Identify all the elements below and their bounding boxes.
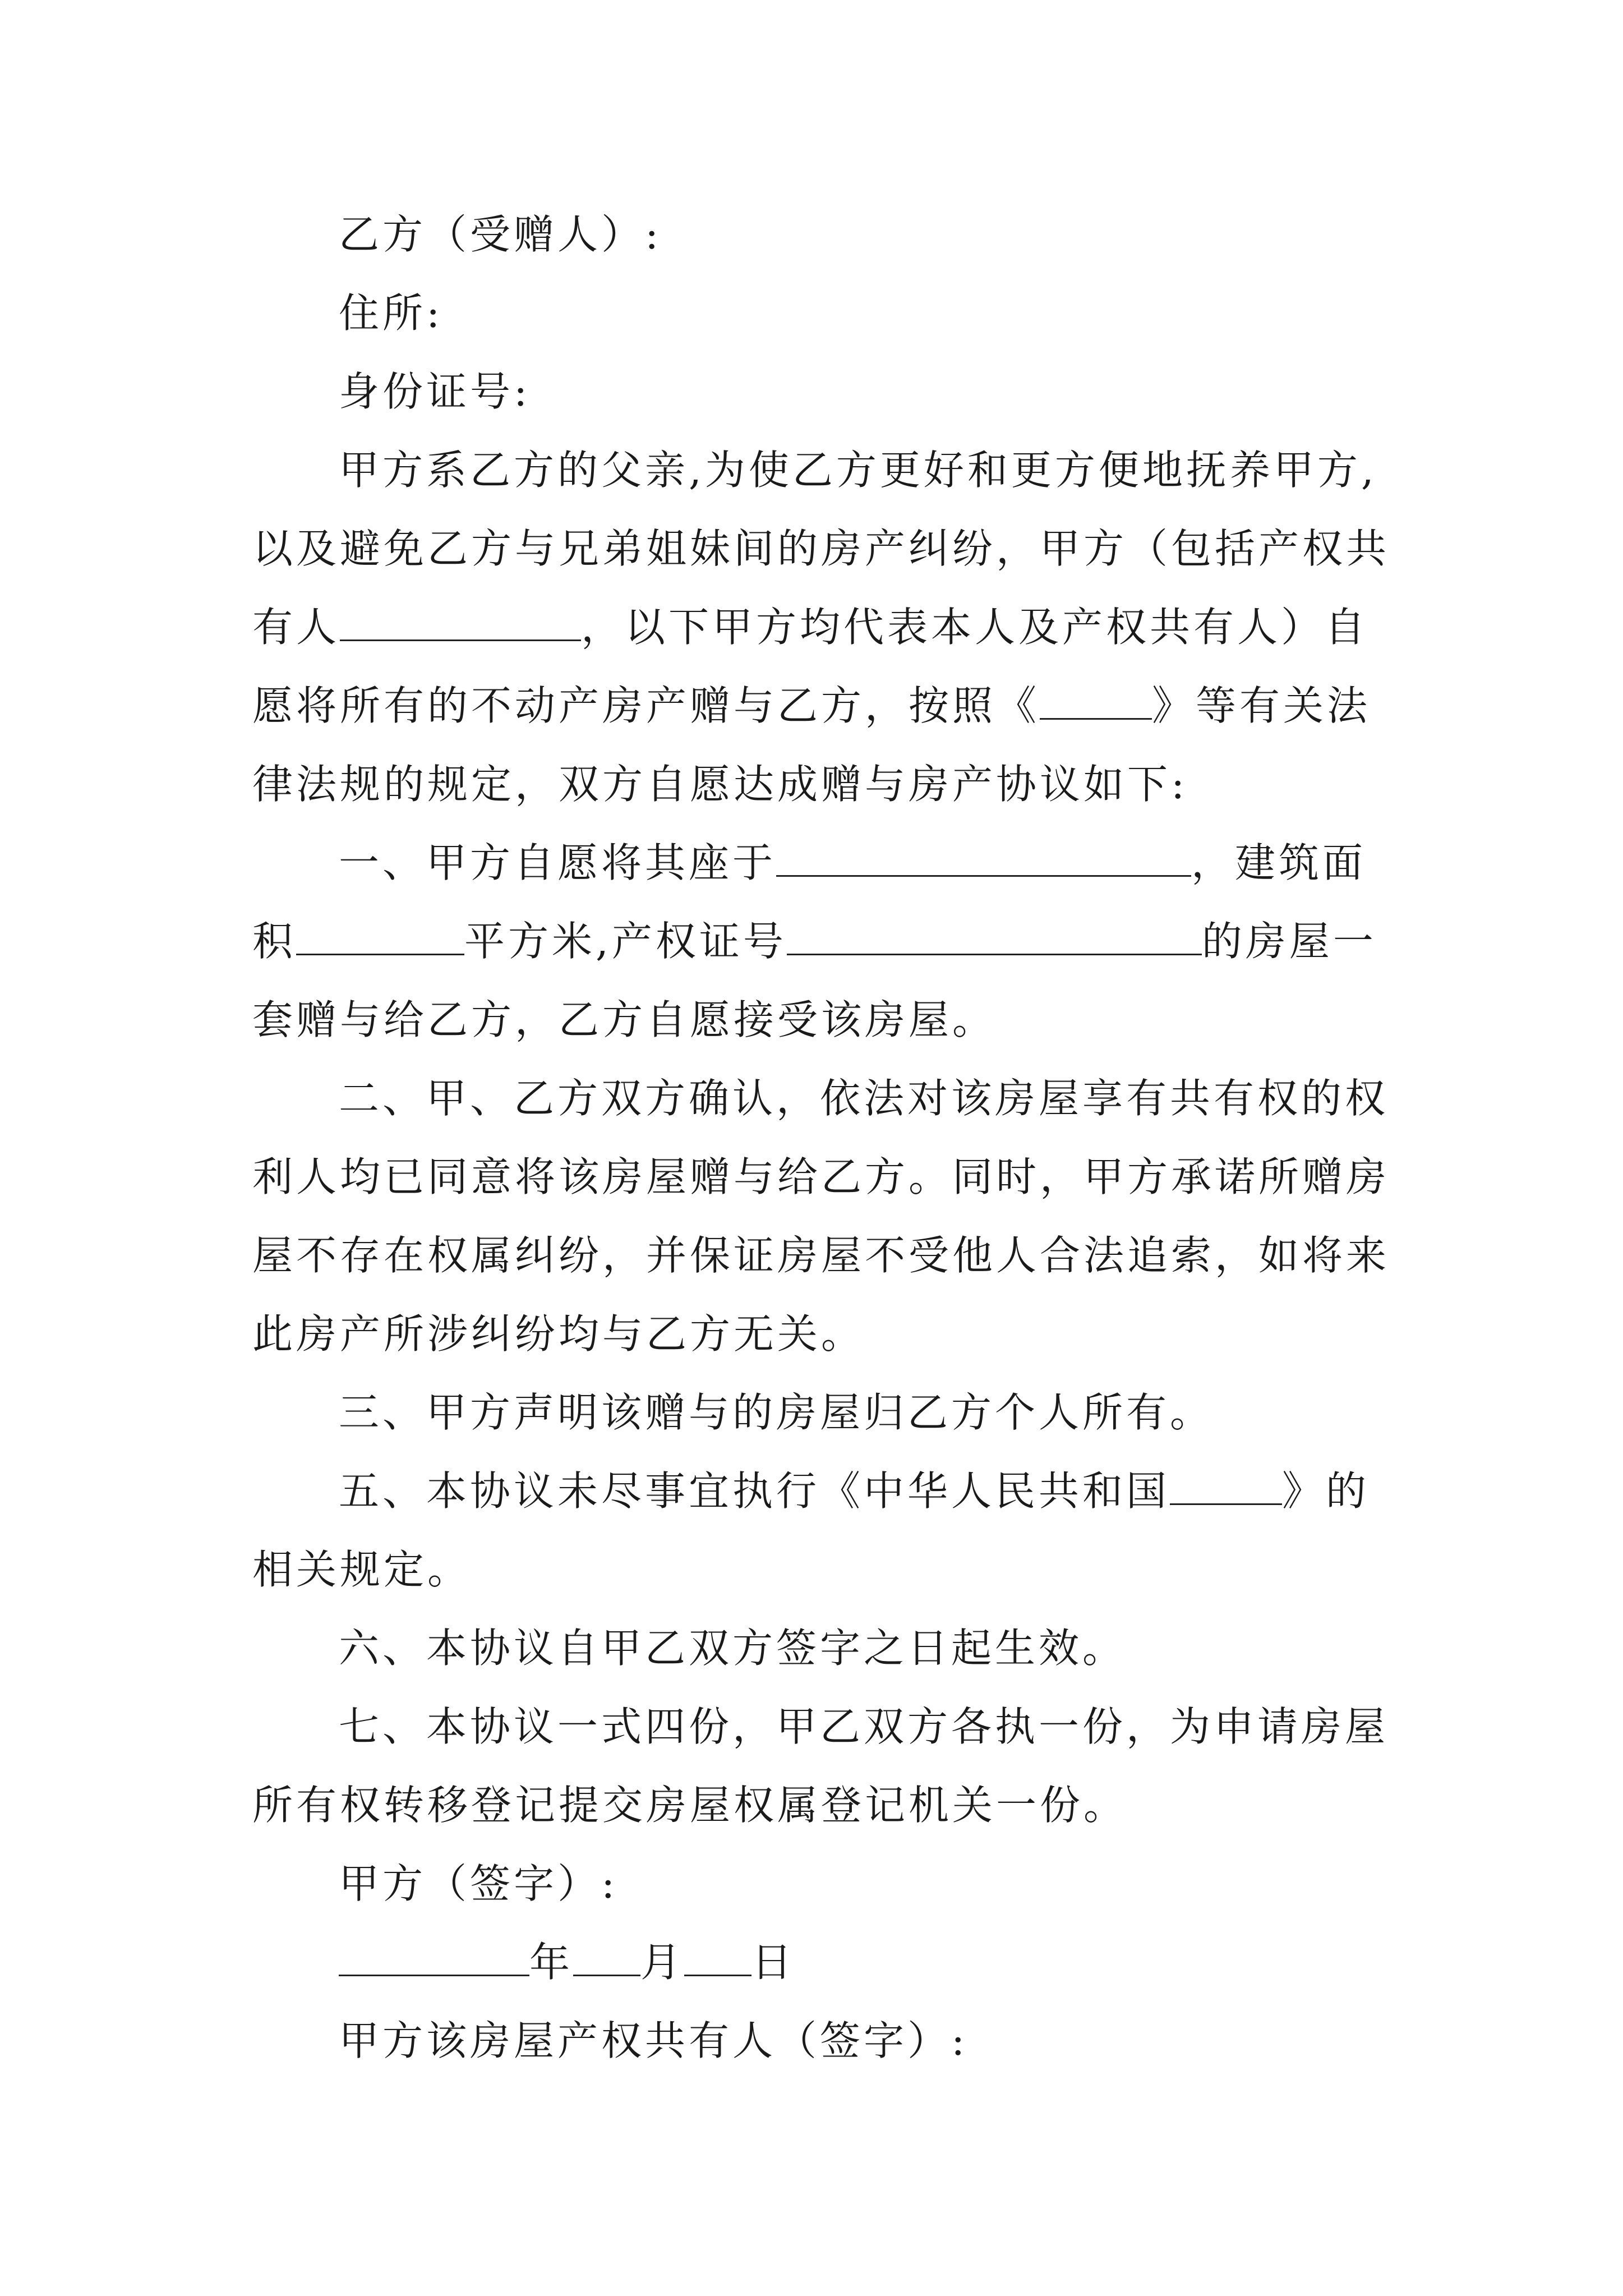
- party-a-signature-label: [339, 1856, 1385, 1912]
- clause-2-text-1: 二、甲、乙方双方确认，依法对该房屋享有共有权的权: [339, 1075, 1389, 1122]
- clause-1-text-2c: 的房屋一: [1201, 918, 1377, 965]
- clause-1-line-3: [252, 992, 1385, 1048]
- clause-2-line-4: [252, 1306, 1385, 1362]
- clause-5-text-2: 相关规定。: [252, 1546, 472, 1593]
- law-title-blank: [1170, 1470, 1282, 1505]
- id-number-label-text: 身份证号:: [339, 368, 531, 415]
- intro-line-4: [252, 678, 1385, 734]
- property-location-blank: [776, 841, 1191, 877]
- clause-2-text-2: 利人均已同意将该房屋赠与给乙方。同时，甲方承诺所赠房: [252, 1153, 1390, 1200]
- co-owner-signature-text: 甲方该房屋产权共有人（签字）:: [339, 2017, 969, 2064]
- year-label: 年: [529, 1939, 574, 1986]
- clause-5-line-2: [252, 1542, 1385, 1598]
- intro-line-3: [252, 599, 1385, 655]
- month-label: 月: [640, 1939, 685, 1986]
- clause-7-line-1: [339, 1699, 1389, 1755]
- co-owner-blank: [340, 606, 581, 641]
- residence-label: [339, 285, 1385, 341]
- party-a-signature-text: 甲方（签字）:: [339, 1860, 619, 1907]
- clause-3: [339, 1384, 1385, 1441]
- certificate-number-blank: [787, 920, 1202, 955]
- clause-1-text-1a: 一、甲方自愿将其座于: [339, 839, 777, 886]
- intro-line-5: [252, 756, 1385, 812]
- residence-label-text: 住所:: [339, 289, 444, 337]
- clause-7-text-2: 所有权转移登记提交房屋权属登记机关一份。: [252, 1782, 1128, 1829]
- intro-text-4b: 》等有关法: [1152, 682, 1371, 729]
- day-label: 日: [751, 1939, 796, 1986]
- clause-2-text-4: 此房产所涉纠纷均与乙方无关。: [252, 1310, 865, 1358]
- clause-7-line-2: [252, 1777, 1385, 1833]
- clause-1-text-1b: ，建筑面: [1191, 839, 1367, 886]
- clause-1-line-2: [252, 913, 1385, 969]
- day-blank: [684, 1941, 751, 1976]
- year-blank: [339, 1941, 529, 1976]
- party-b-header: [339, 206, 1385, 263]
- intro-line-1: [339, 442, 1385, 498]
- floor-area-blank: [296, 920, 464, 955]
- party-b-header-text: 乙方（受赠人）:: [339, 211, 662, 258]
- clause-6: [339, 1620, 1385, 1676]
- law-name-blank: [1040, 684, 1152, 720]
- clause-2-text-3: 屋不存在权属纠纷，并保证房屋不受他人合法追索，如将来: [252, 1232, 1390, 1279]
- intro-line-2: [252, 521, 1390, 577]
- clause-5-line-1: [339, 1463, 1385, 1519]
- clause-1-text-2b: 平方米,产权证号: [464, 918, 787, 965]
- signing-date: [339, 1934, 1385, 1990]
- intro-text-3b: ，以下甲方均代表本人及产权共有人）自: [581, 604, 1369, 651]
- intro-text-4a: 愿将所有的不动产房产赠与乙方，按照《: [252, 682, 1040, 729]
- clause-5-text-1b: 》的: [1282, 1467, 1370, 1515]
- clause-2-line-1: [339, 1070, 1389, 1126]
- intro-text-1: 甲方系乙方的父亲,为使乙方更好和更方便地抚养甲方,: [339, 447, 1377, 494]
- clause-1-text-3: 套赠与给乙方，乙方自愿接受该房屋。: [252, 996, 997, 1043]
- clause-7-text-1: 七、本协议一式四份，甲乙双方各执一份，为申请房屋: [339, 1703, 1389, 1750]
- clause-1-text-2a: 积: [252, 918, 297, 965]
- co-owner-signature-label: [339, 2013, 1385, 2069]
- intro-text-3a: 有人: [252, 604, 340, 651]
- clause-6-text: 六、本协议自甲乙双方签字之日起生效。: [339, 1625, 1127, 1672]
- clause-2-line-2: [252, 1149, 1390, 1205]
- id-number-label: [339, 364, 1385, 420]
- intro-text-2: 以及避免乙方与兄弟姐妹间的房产纠纷，甲方（包括产权共: [252, 525, 1390, 572]
- clause-2-line-3: [252, 1227, 1390, 1283]
- month-blank: [573, 1941, 640, 1976]
- clause-1-line-1: [339, 835, 1385, 891]
- intro-text-5: 律法规的规定，双方自愿达成赠与房产协议如下:: [252, 761, 1188, 808]
- clause-5-text-1a: 五、本协议未尽事宜执行《中华人民共和国: [339, 1467, 1170, 1515]
- clause-3-text: 三、甲方声明该赠与的房屋归乙方个人所有。: [339, 1389, 1214, 1436]
